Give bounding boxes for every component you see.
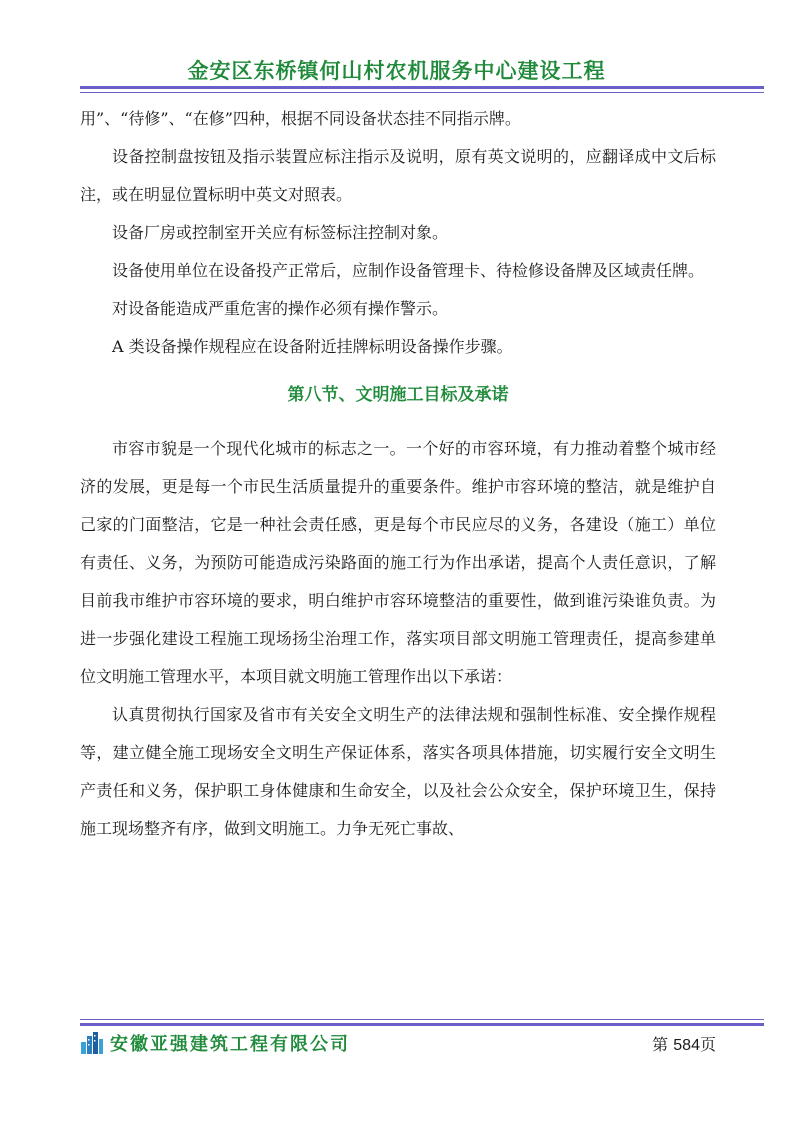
building-logo-icon: [80, 1032, 104, 1054]
header-rule-thin: [80, 92, 764, 93]
footer-rule-thick: [80, 1023, 764, 1026]
header-title: 金安区东桥镇何山村农机服务中心建设工程: [187, 59, 606, 83]
paragraph: 认真贯彻执行国家及省市有关安全文明生产的法律法规和强制性标准、安全操作规程等，建立健全施工现场安全文明生产保证体系，落实各项具体措施，切实履行安全文明生产责任和义务，保护职工身体健康和生命安全，以及社会公众安全，保护环境卫生，保持施工现场整齐有序，做到文明施工。力争无死亡事故、: [80, 705, 716, 838]
paragraph: 设备控制盘按钮及指示装置应标注指示及说明，原有英文说明的，应翻译成中文后标注，或在明显位置标明中英文对照表。: [80, 147, 716, 204]
paragraph: 对设备能造成严重危害的操作必须有操作警示。: [112, 299, 449, 318]
page-number: [652, 1032, 716, 1055]
header-rule-thick: [80, 86, 764, 89]
footer-rule-thin: [80, 1019, 764, 1020]
document-body: [80, 100, 716, 848]
paragraph: 设备厂房或控制室开关应有标签标注控制对象。: [112, 223, 449, 242]
paragraph: A 类设备操作规程应在设备附近挂牌标明设备操作步骤。: [112, 337, 513, 356]
page-prefix: 第: [652, 1035, 669, 1054]
paragraph: 设备使用单位在设备投产正常后，应制作设备管理卡、待检修设备牌及区域责任牌。: [112, 261, 705, 280]
paragraph-continuation: 用”、“待修”、“在修”四种，根据不同设备状态挂不同指示牌。: [80, 109, 521, 128]
page-suffix: 页: [699, 1035, 716, 1054]
company-name: 安徽亚强建筑工程有限公司: [110, 1034, 350, 1055]
footer-bar: [80, 1030, 716, 1060]
page-number-value: 584: [673, 1037, 700, 1054]
company-block: [80, 1030, 350, 1056]
section-heading: 第八节、文明施工目标及承诺: [287, 385, 509, 405]
paragraph: 市容市貌是一个现代化城市的标志之一。一个好的市容环境，有力推动着整个城市经济的发展，更是每一个市民生活质量提升的重要条件。维护市容环境的整洁，就是维护自己家的门面整洁，它是一种社会责任感，更是每个市民应尽的义务，各建设（施工）单位有责任、义务，为预防可能造成污染路面的施工行为作出承诺，提高个人责任意识，了解目前我市维护市容环境的要求，明白维护市容环境整洁的重要性，做到谁污染谁负责。为进一步强化建设工程施工现场扬尘治理工作，落实项目部文明施工管理责任，提高参建单位文明施工管理水平，本项目就文明施工管理作出以下承诺：: [80, 439, 716, 686]
